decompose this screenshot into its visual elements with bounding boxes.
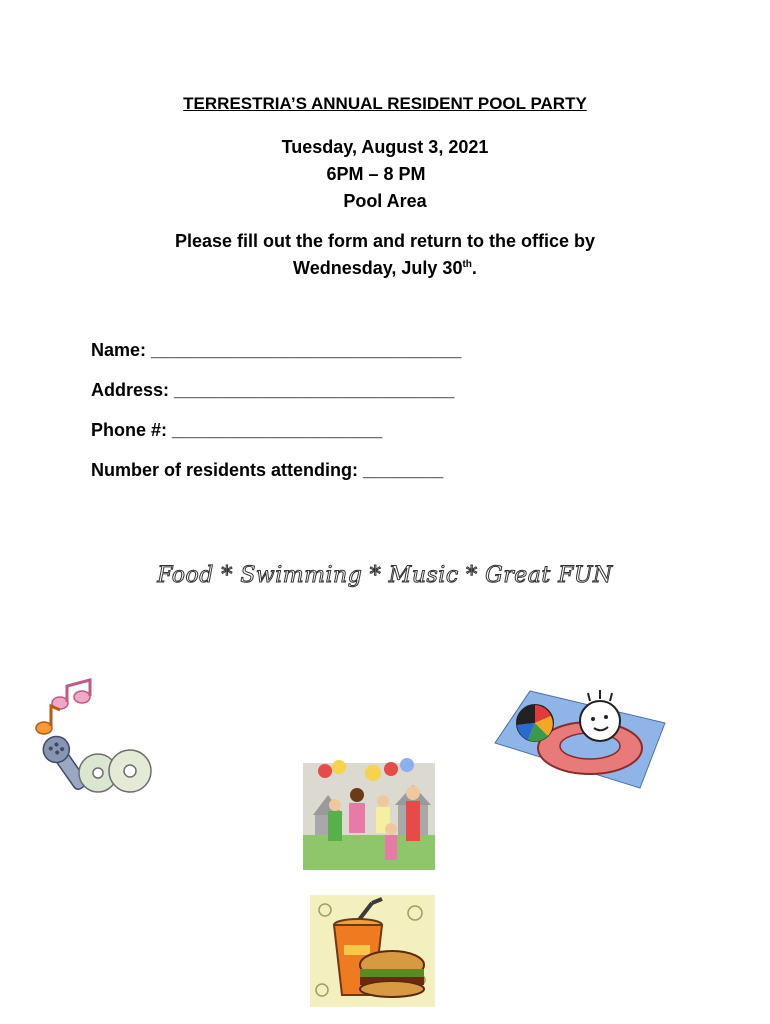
name-blank[interactable]: _______________________________ [151, 340, 462, 360]
phone-label: Phone #: [91, 420, 168, 440]
deadline-period: . [471, 258, 477, 278]
instructions-line-2 [0, 258, 770, 279]
event-time: 6PM – 8 PM [326, 164, 426, 184]
phone-field[interactable] [91, 420, 382, 441]
event-date: Tuesday, August 3, 2021 [281, 137, 489, 157]
instructions-line-1: Please fill out the form and return to the office by [174, 231, 596, 251]
event-location: Pool Area [343, 191, 427, 211]
attending-label: Number of residents attending: [91, 460, 359, 480]
address-blank[interactable]: ____________________________ [174, 380, 455, 400]
name-label: Name: [91, 340, 147, 360]
page-title: TERRESTRIA’S ANNUAL RESIDENT POOL PARTY [183, 94, 587, 113]
deadline-date: Wednesday, July 30 [293, 258, 463, 278]
tagline: Food * Swimming * Music * Great FUN [157, 563, 613, 588]
people-balloons-party-icon [303, 755, 435, 870]
date-suffix: th [462, 259, 472, 270]
drink-burger-icon [310, 895, 435, 1007]
address-field[interactable] [91, 380, 454, 401]
attending-field[interactable] [91, 460, 443, 481]
phone-blank[interactable]: _____________________ [172, 420, 383, 440]
address-label: Address: [91, 380, 170, 400]
attending-blank[interactable]: ________ [363, 460, 444, 480]
music-notes-microphone-cd-icon [30, 678, 160, 798]
name-field[interactable] [91, 340, 461, 361]
pool-float-beach-ball-icon [490, 683, 665, 793]
